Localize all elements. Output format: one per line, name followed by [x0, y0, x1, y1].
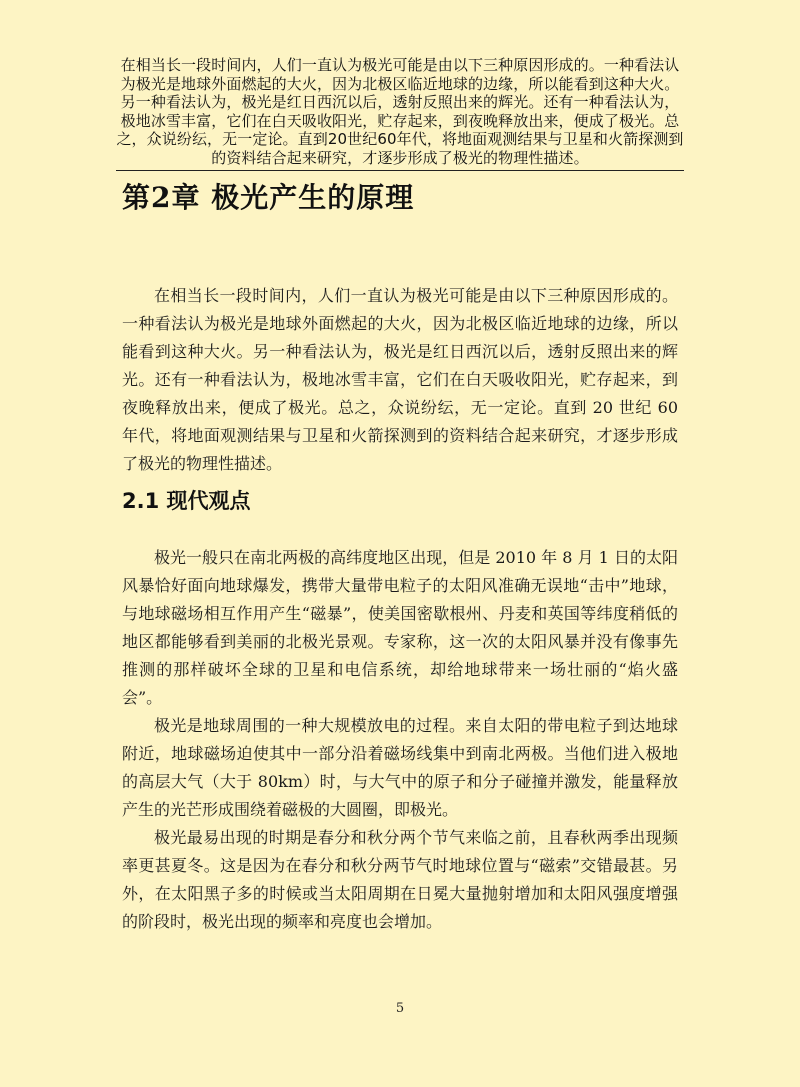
- chapter-title: 第2章 极光产生的原理: [122, 181, 415, 214]
- section-paragraph-2: 极光是地球周围的一种大规模放电的过程。来自太阳的带电粒子到达地球附近，地球磁场迫使其中一部分沿着磁场线集中到南北两极。当他们进入极地的高层大气（大于 80km）时，与大气中的原子和分子碰撞并激发，能量释放产生的光芒形成围绕着磁极的大圆圈，即极光。: [122, 716, 678, 819]
- section-heading: 2.1 现代观点: [122, 489, 251, 513]
- intro-paragraph: 在相当长一段时间内，人们一直认为极光可能是由以下三种原因形成的。一种看法认为极光是地球外面燃起的大火，因为北极区临近地球的边缘，所以能看到这种大火。另一种看法认为，极光是红日西沉以后，透射反照出来的辉光。还有一种看法认为，极地冰雪丰富，它们在白天吸收阳光，贮存起来，到夜晚释放出来，便成了极光。总之，众说纷纭，无一定论。直到 20 世纪 60 年代，将地面观测结果与卫星和火箭探测到的资料结合起来研究，才逐步形成了极光的物理性描述。: [122, 286, 678, 473]
- section-paragraph-1: 极光一般只在南北两极的高纬度地区出现，但是 2010 年 8 月 1 日的太阳风暴恰好面向地球爆发，携带大量带电粒子的太阳风准确无误地“击中”地球，与地球磁场相互作用产生“磁暴”，使美国密歇根州、丹麦和英国等纬度稍低的地区都能够看到美丽的北极光景观。专家称，这一次的太阳风暴并没有像事先推测的那样破坏全球的卫星和电信系统，却给地球带来一场壮丽的“焰火盛会”。: [122, 548, 678, 707]
- section-body: [122, 544, 678, 936]
- header-summary: 在相当长一段时间内，人们一直认为极光可能是由以下三种原因形成的。一种看法认为极光是地球外面燃起的大火，因为北极区临近地球的边缘，所以能看到这种大火。另一种看法认为，极光是红日西沉以后，透射反照出来的辉光。还有一种看法认为，极地冰雪丰富，它们在白天吸收阳光，贮存起来，到夜晚释放出来，便成了极光。总之，众说纷纭，无一定论。直到20世纪60年代，将地面观测结果与卫星和火箭探测到的资料结合起来研究，才逐步形成了极光的物理性描述。: [116, 56, 684, 167]
- page-number: 5: [395, 1001, 405, 1016]
- header-divider: [116, 170, 684, 171]
- section-paragraph-3: 极光最易出现的时期是春分和秋分两个节气来临之前，且春秋两季出现频率更甚夏冬。这是因为在春分和秋分两节气时地球位置与“磁索”交错最甚。另外，在太阳黑子多的时候或当太阳周期在日冕大量抛射增加和太阳风强度增强的阶段时，极光出现的频率和亮度也会增加。: [122, 828, 678, 931]
- chapter-intro: [122, 282, 678, 478]
